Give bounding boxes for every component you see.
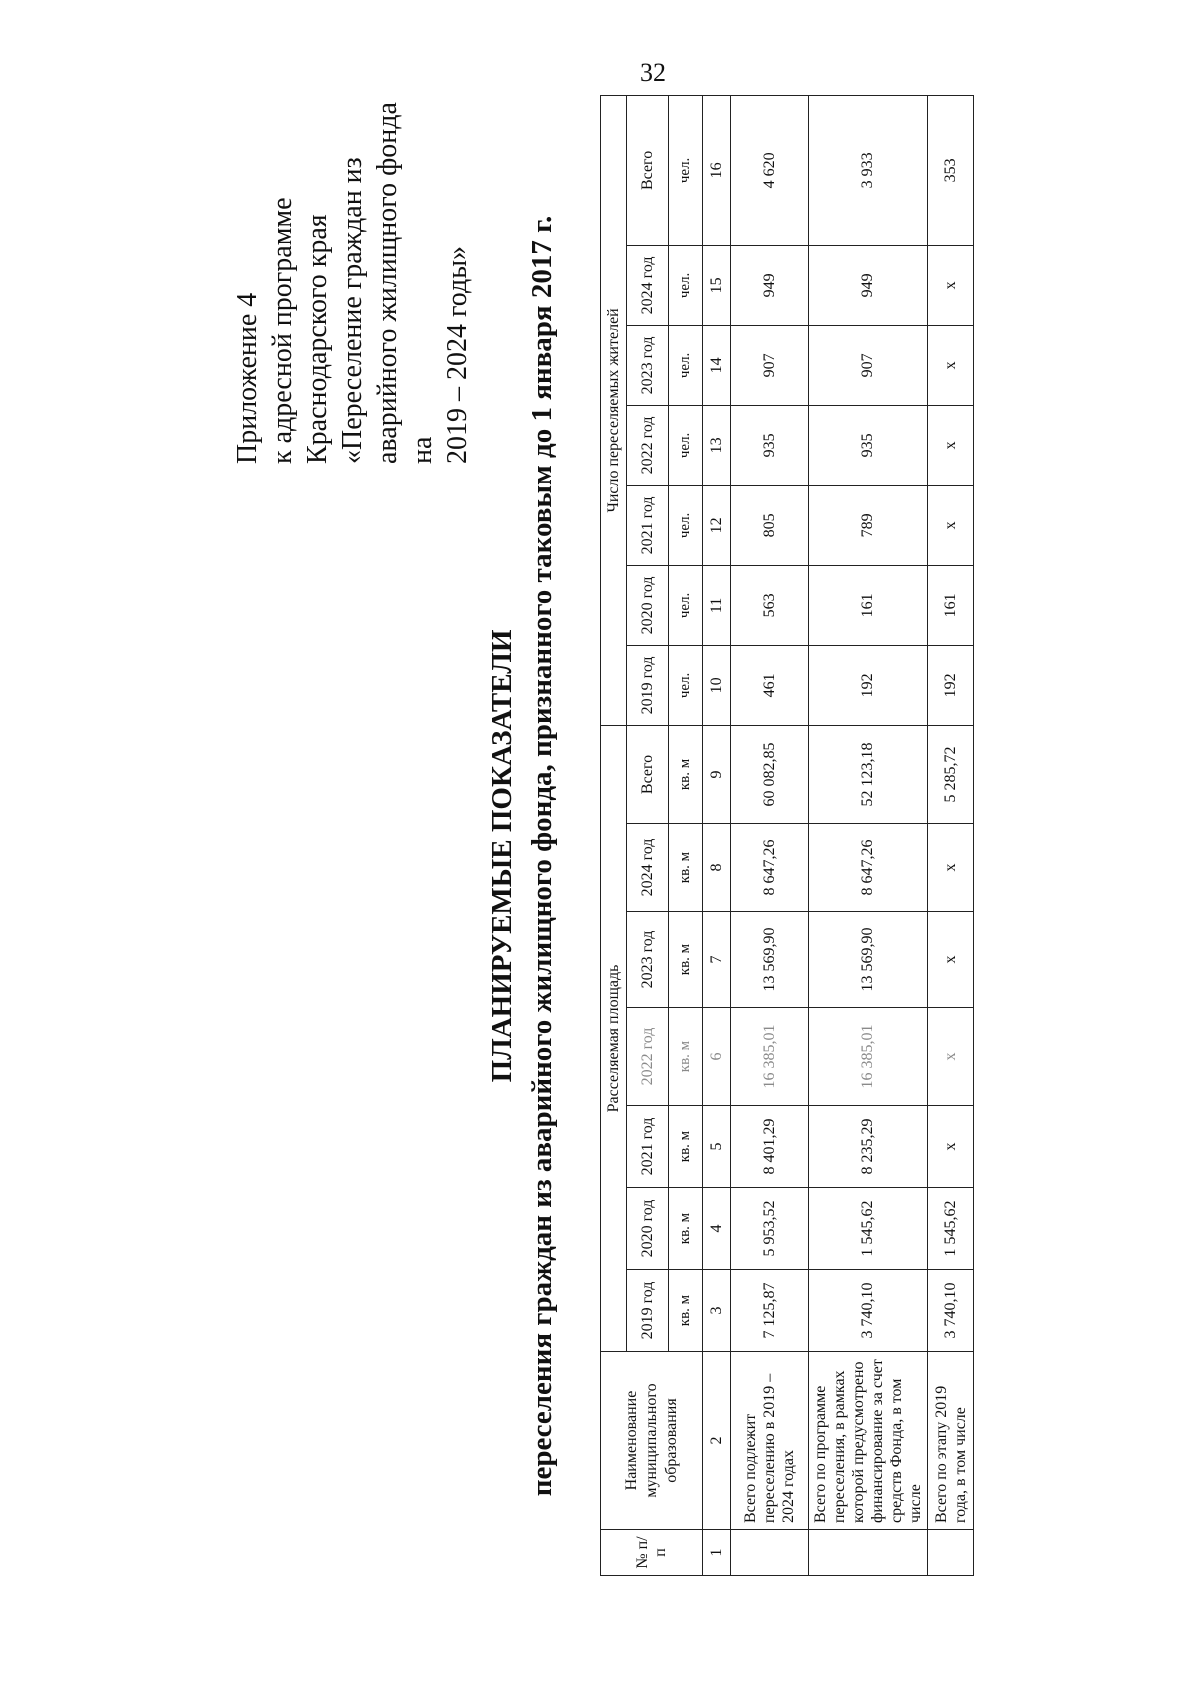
appendix-line: «Переселение граждан из bbox=[337, 157, 368, 464]
table-row bbox=[928, 95, 974, 1575]
cell: 16 385,01 bbox=[809, 1008, 928, 1106]
header-unit: чел. bbox=[669, 405, 703, 485]
header-people-total: Всего bbox=[627, 95, 669, 245]
appendix-line: Приложение 4 bbox=[232, 292, 263, 464]
header-area-total: Всего bbox=[627, 725, 669, 823]
cell: 1 545,62 bbox=[809, 1188, 928, 1270]
document-title bbox=[482, 96, 562, 1616]
column-index: 6 bbox=[703, 1008, 731, 1106]
cell: 192 bbox=[809, 645, 928, 725]
appendix-line: аварийного жилищного фонда на bbox=[372, 102, 438, 464]
cell: 161 bbox=[928, 565, 974, 645]
cell: 935 bbox=[809, 405, 928, 485]
title-main: ПЛАНИРУЕМЫЕ ПОКАЗАТЕЛИ bbox=[486, 629, 518, 1083]
table-row bbox=[809, 95, 928, 1575]
cell: 13 569,90 bbox=[731, 912, 809, 1008]
column-index: 15 bbox=[703, 245, 731, 325]
cell: x bbox=[928, 824, 974, 912]
header-unit: кв. м bbox=[669, 1008, 703, 1106]
cell: 60 082,85 bbox=[731, 725, 809, 823]
header-people-year: 2024 год bbox=[627, 245, 669, 325]
header-unit: чел. bbox=[669, 565, 703, 645]
header-area-year: 2020 год bbox=[627, 1188, 669, 1270]
cell: 4 620 bbox=[731, 95, 809, 245]
cell: 805 bbox=[731, 485, 809, 565]
header-area-year: 2023 год bbox=[627, 912, 669, 1008]
header-name: Наименование муниципального образования bbox=[601, 1352, 703, 1530]
header-unit: кв. м bbox=[669, 1188, 703, 1270]
cell: x bbox=[928, 405, 974, 485]
cell: x bbox=[928, 325, 974, 405]
cell: 8 401,29 bbox=[731, 1106, 809, 1188]
header-area-group: Расселяемая площадь bbox=[601, 725, 627, 1351]
header-unit: кв. м bbox=[669, 824, 703, 912]
cell: x bbox=[928, 912, 974, 1008]
column-index: 9 bbox=[703, 725, 731, 823]
cell: 16 385,01 bbox=[731, 1008, 809, 1106]
header-area-year: 2021 год bbox=[627, 1106, 669, 1188]
cell: 3 740,10 bbox=[809, 1270, 928, 1352]
header-people-year: 2019 год bbox=[627, 645, 669, 725]
header-unit: чел. bbox=[669, 245, 703, 325]
header-people-group: Число переселяемых жителей bbox=[601, 95, 627, 725]
table-row bbox=[731, 95, 809, 1575]
row-name: Всего по программе переселения, в рамках которой предусмотрено финансирование за счет средств Фонда, в том числе bbox=[809, 1352, 928, 1530]
column-index: 10 bbox=[703, 645, 731, 725]
header-people-year: 2022 год bbox=[627, 405, 669, 485]
column-index: 8 bbox=[703, 824, 731, 912]
rotated-document bbox=[90, 96, 970, 1616]
header-unit: чел. bbox=[669, 95, 703, 245]
column-index: 13 bbox=[703, 405, 731, 485]
cell: 935 bbox=[731, 405, 809, 485]
cell: 13 569,90 bbox=[809, 912, 928, 1008]
column-index: 16 bbox=[703, 95, 731, 245]
header-unit: чел. bbox=[669, 485, 703, 565]
cell: 5 285,72 bbox=[928, 725, 974, 823]
cell: 7 125,87 bbox=[731, 1270, 809, 1352]
cell: 789 bbox=[809, 485, 928, 565]
page-number: 32 bbox=[640, 58, 666, 87]
cell: 949 bbox=[731, 245, 809, 325]
cell: 907 bbox=[731, 325, 809, 405]
column-index: 1 bbox=[703, 1530, 731, 1576]
cell: 192 bbox=[928, 645, 974, 725]
appendix-note bbox=[230, 84, 475, 464]
column-index: 14 bbox=[703, 325, 731, 405]
cell: 8 235,29 bbox=[809, 1106, 928, 1188]
header-unit: кв. м bbox=[669, 1270, 703, 1352]
appendix-line: к адресной программе bbox=[267, 197, 298, 464]
cell: 563 bbox=[731, 565, 809, 645]
appendix-line: Краснодарского края bbox=[302, 214, 333, 464]
cell: 8 647,26 bbox=[809, 824, 928, 912]
column-index: 11 bbox=[703, 565, 731, 645]
header-num: № п/п bbox=[601, 1530, 703, 1576]
row-num bbox=[928, 1530, 974, 1576]
header-unit: кв. м bbox=[669, 912, 703, 1008]
row-name: Всего по этапу 2019 года, в том числе bbox=[928, 1352, 974, 1530]
column-index: 5 bbox=[703, 1106, 731, 1188]
row-name: Всего подлежит переселению в 2019 – 2024 годах bbox=[731, 1352, 809, 1530]
header-unit: кв. м bbox=[669, 1106, 703, 1188]
column-index: 2 bbox=[703, 1352, 731, 1530]
header-people-year: 2020 год bbox=[627, 565, 669, 645]
title-subtitle: переселения граждан из аварийного жилищного фонда, признанного таковым до 1 января 2017 г. bbox=[526, 215, 558, 1497]
header-people-year: 2023 год bbox=[627, 325, 669, 405]
header-area-year: 2022 год bbox=[627, 1008, 669, 1106]
header-unit: кв. м bbox=[669, 725, 703, 823]
appendix-line: 2019 – 2024 годы» bbox=[442, 245, 473, 464]
header-unit: чел. bbox=[669, 325, 703, 405]
cell: 907 bbox=[809, 325, 928, 405]
header-area-year: 2024 год bbox=[627, 824, 669, 912]
cell: 5 953,52 bbox=[731, 1188, 809, 1270]
cell: 1 545,62 bbox=[928, 1188, 974, 1270]
cell: x bbox=[928, 485, 974, 565]
cell: 52 123,18 bbox=[809, 725, 928, 823]
cell: x bbox=[928, 245, 974, 325]
cell: 353 bbox=[928, 95, 974, 245]
cell: 161 bbox=[809, 565, 928, 645]
row-num bbox=[809, 1530, 928, 1576]
cell: 8 647,26 bbox=[731, 824, 809, 912]
cell: x bbox=[928, 1106, 974, 1188]
column-index: 7 bbox=[703, 912, 731, 1008]
row-num bbox=[731, 1530, 809, 1576]
cell: x bbox=[928, 1008, 974, 1106]
column-index: 3 bbox=[703, 1270, 731, 1352]
cell: 949 bbox=[809, 245, 928, 325]
column-index: 12 bbox=[703, 485, 731, 565]
header-people-year: 2021 год bbox=[627, 485, 669, 565]
header-unit: чел. bbox=[669, 645, 703, 725]
cell: 461 bbox=[731, 645, 809, 725]
column-index: 4 bbox=[703, 1188, 731, 1270]
cell: 3 740,10 bbox=[928, 1270, 974, 1352]
indicators-table bbox=[600, 95, 974, 1576]
header-area-year: 2019 год bbox=[627, 1270, 669, 1352]
cell: 3 933 bbox=[809, 95, 928, 245]
